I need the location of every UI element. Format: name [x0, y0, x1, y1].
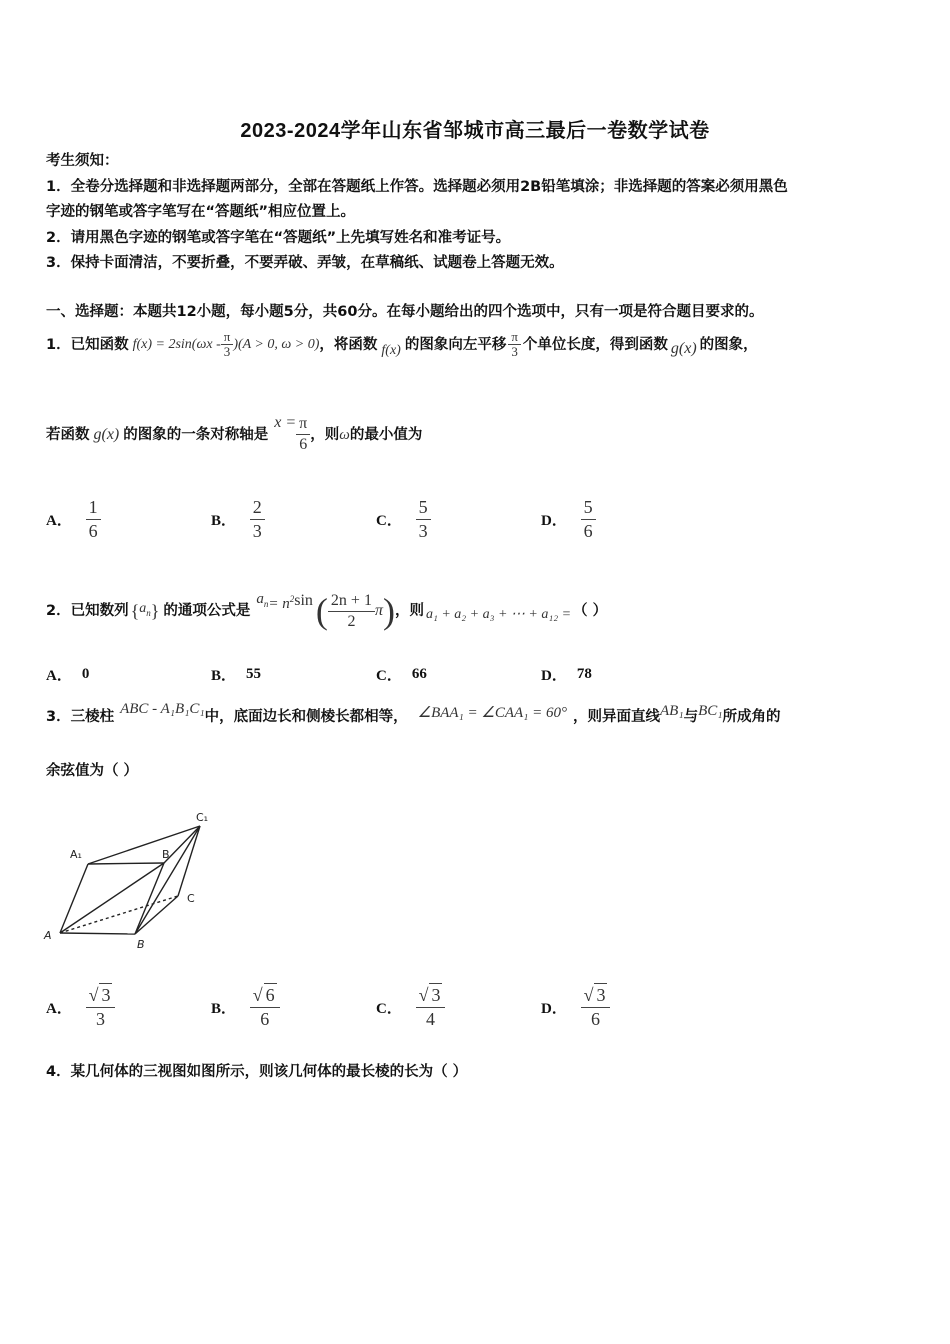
q1-x-eq: x = — [274, 413, 297, 431]
q1-text-9: 的最小值为 — [349, 426, 423, 443]
option-radicand: 6 — [265, 985, 275, 1005]
q3-bc1: BC₁ — [698, 703, 723, 719]
q3-text-2: 中，底面边长和侧棱长都相等， — [204, 709, 408, 725]
q2-formula-left: a — [256, 590, 264, 607]
option-den: 3 — [252, 521, 262, 541]
question-1-line-1 — [46, 330, 758, 359]
q1-option-b[interactable] — [211, 496, 265, 543]
q1-axis-den: 6 — [299, 436, 308, 453]
option-den: 3 — [96, 1009, 106, 1029]
q1-axis-num: π — [296, 414, 310, 435]
q1-text-8: ，则 — [310, 426, 340, 443]
q1-gx-2: g(x) — [93, 425, 120, 443]
q2-formula-sub: n — [263, 598, 269, 609]
q2-formula-a — [256, 589, 268, 614]
option-value: 0 — [81, 665, 90, 682]
q2-seq-a: a — [139, 601, 147, 617]
edge-bc — [135, 896, 178, 934]
q3-option-b[interactable]: B． $\frac{√ 6}{6}$ — [211, 983, 280, 1031]
q3-option-d[interactable]: D． $\frac{√ 3}{6}$ — [541, 983, 610, 1031]
label-b: B — [137, 938, 145, 951]
q1-function-right: )(A > 0, ω > 0) — [233, 336, 320, 352]
q2-seq — [139, 599, 151, 623]
notice-item-2: 2．请用黑色字迹的钢笔或答字笔在“答题纸”上先填写姓名和准考证号。 — [46, 230, 511, 246]
q1-option-d[interactable] — [541, 496, 596, 543]
q1-frac-num: π — [221, 330, 234, 345]
edge-a1b1 — [88, 863, 164, 864]
q2-text-3: ，则 — [394, 603, 424, 619]
notice-item-1-cont: 字迹的钢笔或答字笔写在“答题纸”相应位置上。 — [46, 204, 356, 220]
option-value: 66 — [411, 665, 427, 682]
option-num: 2 — [250, 496, 265, 520]
q1-fraction-pi-3 — [221, 330, 234, 359]
option-value: 78 — [576, 665, 592, 682]
q2-frac-den: 2 — [347, 612, 356, 630]
q1-shift-fraction — [508, 330, 521, 359]
option-den: 6 — [88, 521, 98, 541]
q1-text-4: 个单位长度，得到函数 — [522, 336, 668, 353]
label-a: A — [44, 929, 52, 942]
notice-item-3: 3．保持卡面清洁，不要折叠，不要弄破、弄皱，在草稿纸、试题卷上答题无效。 — [46, 255, 564, 271]
q1-text-5: 的图象， — [699, 336, 758, 353]
q1-text-3: 的图象向左平移 — [404, 336, 507, 353]
option-label: B． — [211, 1000, 237, 1017]
option-label: A． — [46, 1000, 72, 1017]
q2-text-4: （ ） — [573, 603, 608, 619]
q2-paren-left: ( — [315, 591, 328, 631]
q2-brace-left: { — [130, 601, 140, 621]
option-radicand: 3 — [431, 985, 441, 1005]
prism-figure — [40, 808, 230, 958]
q1-option-c[interactable] — [376, 496, 431, 543]
option-label: C． — [376, 513, 402, 529]
q1-omega: ω — [339, 426, 350, 443]
edge-bb1 — [135, 863, 164, 934]
option-num: 1 — [86, 496, 101, 520]
label-b1: B — [162, 848, 170, 861]
question-1-line-2 — [46, 414, 422, 455]
q2-formula-n2 — [268, 589, 294, 614]
option-den: 3 — [418, 521, 428, 541]
q2-paren-right: ) — [382, 591, 395, 631]
section-heading: 一、选择题：本题共12小题，每小题5分，共60分。在每小题给出的四个选项中，只有一项是符合题目要求的。 — [46, 304, 764, 320]
option-label: D． — [541, 513, 567, 529]
q2-text-1: 2．已知数列 — [46, 603, 129, 619]
q2-seq-sub: n — [146, 607, 151, 618]
option-label: A． — [46, 513, 72, 529]
question-2 — [46, 588, 607, 634]
q1-gx: g(x) — [670, 339, 697, 357]
exam-title: 2023-2024学年山东省邹城市高三最后一卷数学试卷 — [240, 120, 710, 142]
q1-shift-num: π — [508, 330, 521, 345]
q1-text-7: 的图象的一条对称轴是 — [123, 426, 269, 443]
option-label: B． — [211, 513, 237, 529]
q3-option-c[interactable]: C． $\frac{√ 3}{4}$ — [376, 983, 445, 1031]
q3-angle: ∠BAA₁ = ∠CAA₁ = 60° — [417, 705, 568, 721]
q2-brace-right: } — [150, 601, 160, 621]
q3-text-4: 与 — [683, 709, 699, 725]
option-num: 5 — [416, 496, 431, 520]
option-label: C． — [376, 668, 402, 684]
option-den: 6 — [260, 1009, 270, 1029]
q3-text-5: 所成角的 — [722, 709, 781, 725]
q2-fraction — [328, 591, 375, 632]
option-radicand: 3 — [596, 985, 606, 1005]
q2-option-a[interactable] — [46, 664, 89, 685]
notice-heading: 考生须知： — [46, 153, 119, 169]
q3-ab1: AB₁ — [660, 703, 684, 719]
q2-option-b[interactable] — [211, 664, 261, 685]
q1-text-6: 若函数 — [46, 426, 90, 443]
q2-pi: π — [374, 602, 383, 619]
q2-frac-num: 2n + 1 — [328, 591, 375, 612]
q2-option-c[interactable] — [376, 664, 427, 685]
question-3-line-1 — [46, 700, 780, 734]
label-c: C — [187, 892, 195, 905]
option-radicand: 3 — [101, 985, 111, 1005]
q3-text-1: 3．三棱柱 — [46, 709, 115, 725]
option-num: 5 — [581, 496, 596, 520]
q1-frac-den: 3 — [223, 344, 231, 359]
q2-text-2: 的通项公式是 — [163, 603, 251, 619]
q2-option-d[interactable] — [541, 664, 592, 685]
q1-option-a[interactable] — [46, 496, 101, 543]
question-3-line-2: 余弦值为（ ） — [46, 763, 139, 779]
q1-text-1: 1．已知函数 — [46, 336, 129, 353]
option-label: B． — [211, 668, 237, 684]
q2-formula-sup: 2 — [289, 593, 295, 604]
option-label: C． — [376, 1000, 402, 1017]
option-den: 6 — [583, 521, 593, 541]
option-value: 55 — [246, 665, 262, 682]
q2-sum: a₁ + a₂ + a₃ + ⋯ + a₁₂ = — [425, 607, 572, 622]
q2-formula-mid: = n — [268, 595, 290, 612]
q3-text-3: ，则异面直线 — [573, 709, 661, 725]
label-a1: A₁ — [70, 848, 82, 861]
option-den: 6 — [591, 1009, 601, 1029]
q1-fx: f(x) — [381, 342, 401, 358]
label-c1: C₁ — [196, 811, 209, 824]
option-label: A． — [46, 668, 72, 684]
question-4: 4．某几何体的三视图如图所示，则该几何体的最长棱的长为（ ） — [46, 1064, 468, 1080]
q1-text-2: ，将函数 — [319, 336, 378, 353]
edge-ab — [60, 933, 135, 934]
line-bc1 — [135, 826, 200, 934]
edge-ac-hidden — [60, 896, 178, 933]
notice-item-1: 1．全卷分选择题和非选择题两部分，全部在答题纸上作答。选择题必须用2B铅笔填涂；非选择题的答案必须用黑色 — [46, 179, 788, 195]
edge-aa1 — [60, 864, 88, 933]
option-den: 4 — [426, 1009, 436, 1029]
q1-function-left: f(x) = 2sin(ωx - — [132, 336, 221, 352]
q1-shift-den: 3 — [511, 344, 518, 359]
q2-sin: sin — [294, 592, 313, 609]
q1-axis-fraction — [296, 414, 310, 455]
edge-a1c1 — [88, 826, 200, 864]
option-label: D． — [541, 1000, 567, 1017]
q3-prism: ABC - A₁B₁C₁ — [120, 701, 205, 717]
option-label: D． — [541, 668, 567, 684]
q3-option-a[interactable]: A． $\frac{√ 3}{3}$ — [46, 983, 115, 1031]
